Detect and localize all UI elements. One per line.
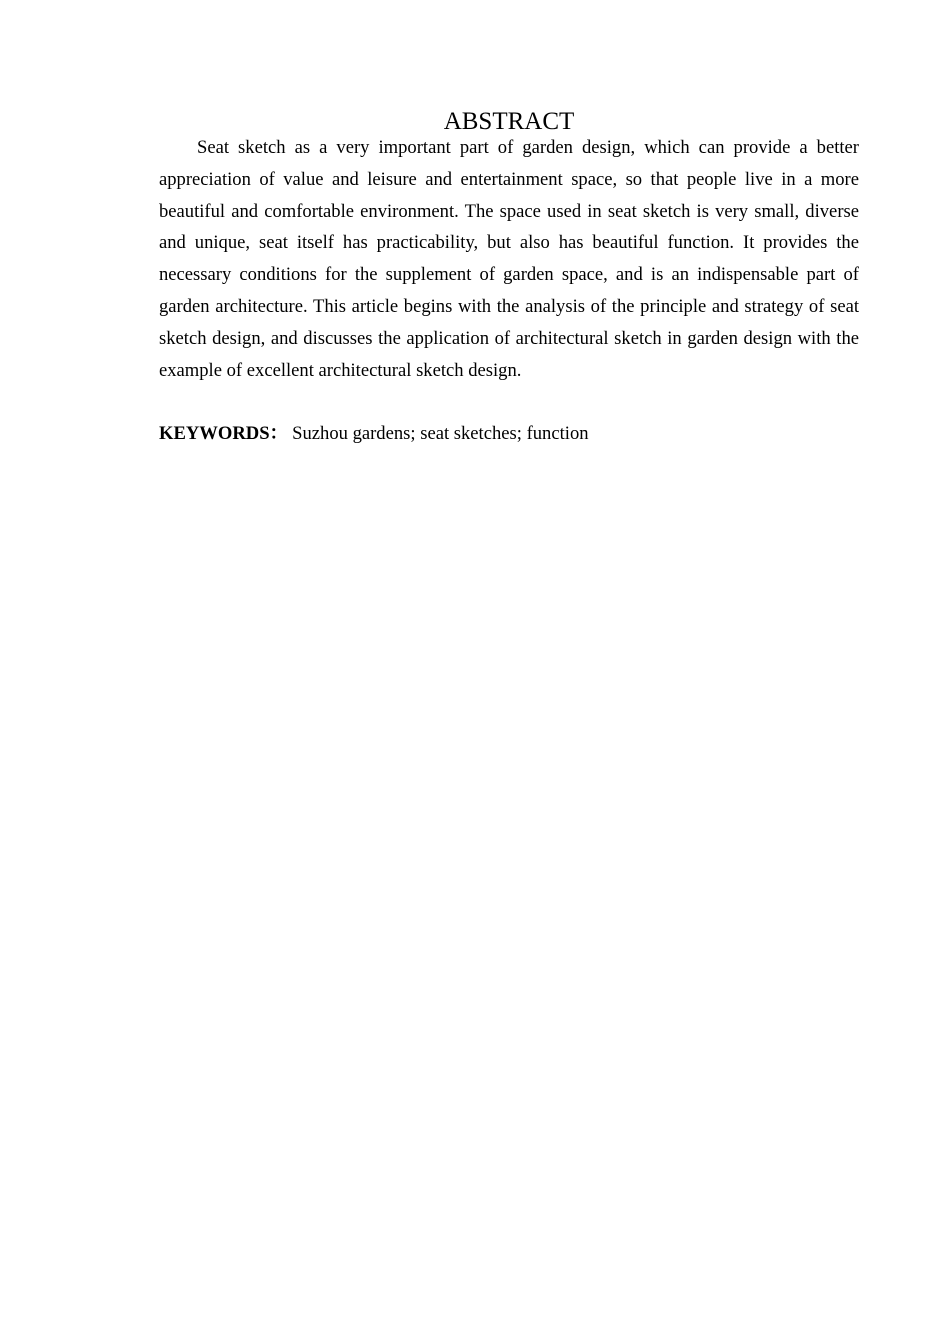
abstract-heading: ABSTRACT	[443, 108, 575, 135]
keywords-text: Suzhou gardens; seat sketches; function	[292, 423, 589, 444]
keywords-line	[159, 418, 859, 450]
abstract-paragraph: Seat sketch as a very important part of garden design, which can provide a better appreciation of value and leisure and entertainment space, so that people live in a more beautiful and comfortable environment. The space used in seat sketch is very small, diverse and unique, seat itself has practicability, but also has beautiful function. It provides the necessary conditions for the supplement of garden space, and is an indispensable part of garden architecture. This article begins with the analysis of the principle and strategy of seat sketch design, and discusses the application of architectural sketch in garden design with the example of excellent architectural sketch design.	[159, 137, 859, 381]
keywords-label: KEYWORDS：	[159, 423, 289, 444]
